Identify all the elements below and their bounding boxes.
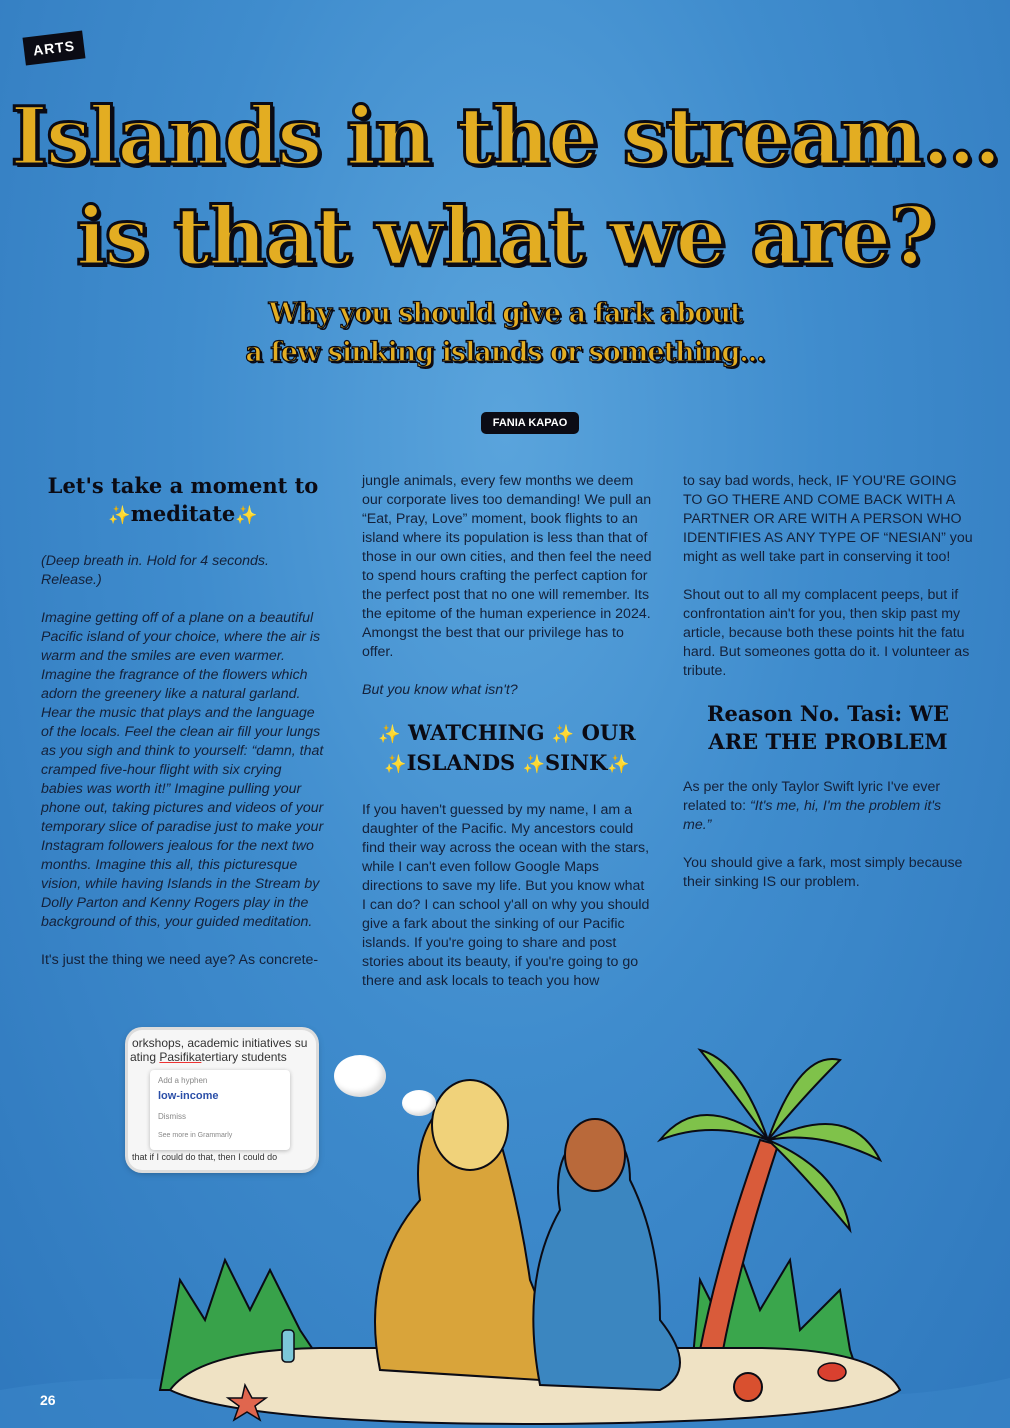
title-line-2: is that what we are?: [75, 189, 935, 283]
taylor-intro: As per the only Taylor Swift lyric I've ever related to:: [683, 779, 941, 814]
bottle: [282, 1330, 294, 1362]
sparkle-icon: ✨: [235, 505, 258, 526]
thought-bubble-large: [334, 1055, 386, 1097]
crab: [818, 1363, 846, 1381]
heading-watching-word4: SINK: [544, 750, 608, 775]
taylor-quote: “It's me, hi, I'm the problem it's me.”: [683, 798, 942, 833]
heading-reason-tasi: Reason No. Tasi: WE ARE THE PROBLEM: [707, 701, 949, 754]
screenshot-line-2a: ating: [130, 1050, 160, 1064]
screenshot-line-1: orkshops, academic initiatives su: [132, 1036, 308, 1050]
paragraph-imagine: Imagine getting off of a plane on a beautiful Pacific island of your choice, where the air is warm and the smiles are even warmer. Imagine the fragrance of the flowers which adorn the greenery like a natural garland. Hear the music that plays and the language of the locals. Feel the clean air fill your lungs as you sigh and think to yourself: “damn, that cramped five-hour flight with six crying babies was worth it!” Imagine pulling your phone out, taking pictures and videos of your temporary slice of paradise just to make your Instagram followers jealous for the next two months. Imagine this all, this picturesque vision, while having Islands in the Stream by Dolly Parton and Kenny Rogers play in the background of this, your guided meditation.: [41, 610, 324, 930]
heading-watching-word1: WATCHING: [408, 720, 545, 745]
menu-more: See more in Grammarly: [158, 1132, 233, 1139]
palm-leaves: [660, 1050, 880, 1230]
paragraph-daughter: If you haven't guessed by my name, I am a daughter of the Pacific. My ancestors could find their way across the ocean with the stars, while I can't even follow Google Maps directions to save my life. But you know what I can do? I can school y'all on why you should give a fark about the sinking of our Pacific islands. If you're going to share and post stories about its beauty, if you're going to go there and ask locals to teach you how: [362, 802, 650, 989]
author-badge: FANIA KAPAO: [481, 412, 579, 434]
coconut: [734, 1373, 762, 1401]
page-number: 26: [40, 1392, 56, 1408]
paragraph-bad-words: to say bad words, heck, IF YOU'RE GOING TO GO THERE AND COME BACK WITH A PARTNER OR ARE WITH A PERSON WHO IDENTIFIES AS ANY TYPE OF “NESIAN” you might as well take part in conserving it too!: [683, 473, 973, 565]
paragraph-just: It's just the thing we need aye? As concrete-: [41, 952, 319, 968]
column-1: [41, 472, 325, 989]
paragraph-shout-out: Shout out to all my complacent peeps, but if confrontation ain't for you, then skip past my article, because both these points hit the fatu hard. But someones gotta do it. I volunteer as tribute.: [683, 587, 970, 679]
heading-watching-word2: OUR: [581, 720, 636, 745]
menu-hint: Add a hyphen: [158, 1076, 208, 1085]
menu-dismiss: Dismiss: [158, 1112, 186, 1121]
grammarly-screenshot: [128, 1030, 316, 1170]
sparkle-icon: ✨: [551, 724, 575, 745]
screenshot-line-3: that if I could do that, then I could do: [132, 1152, 278, 1162]
thought-bubble-small: [402, 1090, 436, 1116]
title-line-1: Islands in the stream...: [10, 89, 1000, 183]
sparkle-icon: ✨: [108, 505, 131, 526]
subtitle-line-1: Why you should give a fark about: [268, 298, 742, 329]
paragraph-jungle: jungle animals, every few months we deem our corporate lives too demanding! We pull an “Eat, Pray, Love” moment, book flights to an island where its population is less than that of those in our own cities, and then feel the need to spend hours crafting the perfect caption for the perfect post that no one will remember. Its the epitome of the human experience in 2024. Amongst the best that our privilege has to offer.: [362, 473, 652, 660]
paragraph-taylor: [683, 778, 973, 835]
heading-meditate-line1: Let's take a moment to: [47, 473, 319, 498]
screenshot-pasifika: Pasifika: [159, 1050, 202, 1064]
figure-kenny-hair: [565, 1119, 625, 1191]
column-2: [362, 472, 652, 1010]
paragraph-breath: (Deep breath in. Hold for 4 seconds. Release.): [41, 553, 269, 588]
heading-meditate-line2: meditate: [130, 501, 236, 526]
paragraph-fark: You should give a fark, most simply because their sinking IS our problem.: [683, 855, 963, 890]
sparkle-icon: ✨: [384, 754, 407, 775]
column-3: [683, 472, 973, 911]
grammarly-menu: [150, 1070, 290, 1150]
heading-meditate: [41, 472, 325, 530]
paragraph-but: But you know what isn't?: [362, 682, 518, 698]
sparkle-icon: ✨: [378, 724, 401, 745]
sparkle-icon: ✨: [522, 754, 545, 775]
heading-watching: [362, 719, 652, 779]
subtitle-line-2: a few sinking islands or something...: [245, 337, 765, 368]
heading-watching-word3: ISLANDS: [406, 750, 516, 775]
sparkle-icon: ✨: [607, 754, 630, 775]
screenshot-line-2: [130, 1050, 287, 1064]
menu-suggestion: low-income: [158, 1090, 219, 1102]
section-tag: ARTS: [23, 30, 86, 65]
screenshot-line-2c: tertiary students: [201, 1050, 287, 1064]
figure-dolly-hair: [432, 1080, 508, 1170]
